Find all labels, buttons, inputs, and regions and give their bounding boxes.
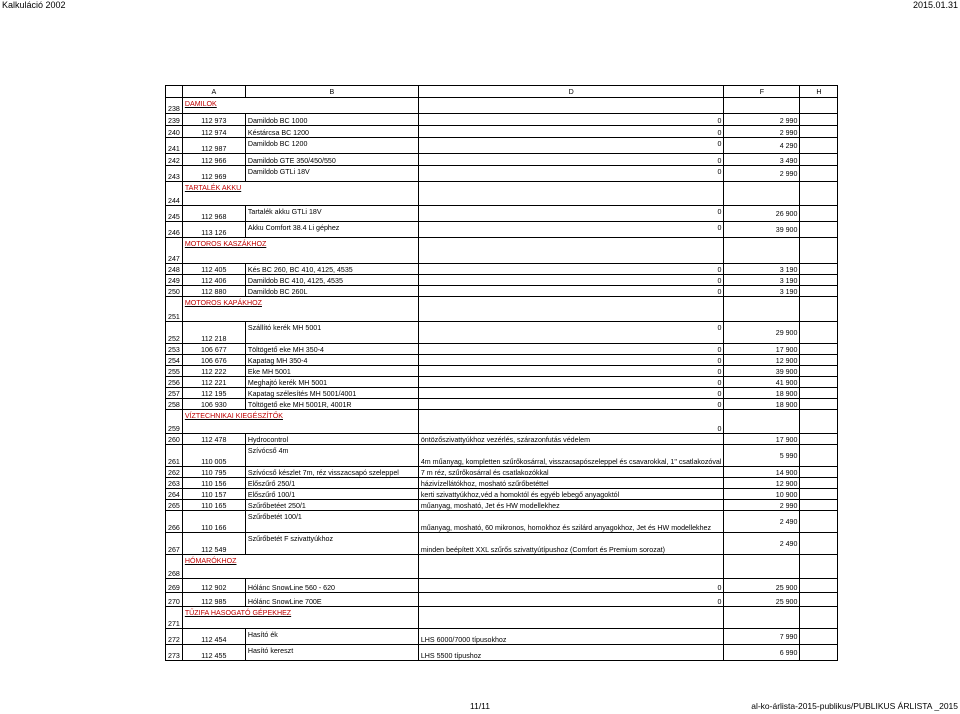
row-number: 243 [166, 166, 183, 182]
cell-h [800, 355, 838, 366]
product-name: Előszűrő 250/1 [245, 478, 418, 489]
product-name: Meghajtó kerék MH 5001 [245, 377, 418, 388]
product-name: Hasító kereszt [245, 645, 418, 661]
product-name: Hólánc SnowLine 560 - 620 [245, 579, 418, 593]
product-name: Akku Comfort 38.4 Li géphez [245, 222, 418, 238]
table-row [166, 322, 838, 344]
cell-h [800, 126, 838, 138]
product-note: 0 [418, 399, 724, 410]
price: 12 900 [724, 478, 800, 489]
product-code: 112 549 [182, 533, 245, 555]
file-path: al-ko-árlista-2015-publikus/PUBLIKUS ÁRLISTA _2015 [751, 701, 958, 711]
section-row [166, 297, 838, 322]
cell-f [724, 607, 800, 629]
row-number: 267 [166, 533, 183, 555]
cell-f [724, 98, 800, 114]
column-header-row [166, 86, 838, 98]
product-name: Szívócső készlet 7m, réz visszacsapó szeleppel [245, 467, 418, 478]
product-note: 0 [418, 166, 724, 182]
section-title: DAMILOK [182, 98, 418, 114]
cell-h [800, 607, 838, 629]
column-header-b: B [245, 86, 418, 98]
product-name: Szállító kerék MH 5001 [245, 322, 418, 344]
document-header-right: 2015.01.31 [912, 0, 958, 10]
product-note: 0 [418, 126, 724, 138]
cell-h [800, 489, 838, 500]
product-name: Kés BC 260, BC 410, 4125, 4535 [245, 264, 418, 275]
price: 6 990 [724, 645, 800, 661]
cell-h [800, 579, 838, 593]
row-number: 257 [166, 388, 183, 399]
product-code: 106 930 [182, 399, 245, 410]
product-code: 112 222 [182, 366, 245, 377]
product-code: 112 195 [182, 388, 245, 399]
product-note: 0 [418, 355, 724, 366]
cell-h [800, 275, 838, 286]
product-name: Szűrőbetéet 250/1 [245, 500, 418, 511]
row-number: 250 [166, 286, 183, 297]
product-note: 0 [418, 366, 724, 377]
cell-h [800, 445, 838, 467]
table-row [166, 138, 838, 154]
product-code: 112 973 [182, 114, 245, 126]
row-number: 268 [166, 555, 183, 579]
price: 39 900 [724, 366, 800, 377]
cell-h [800, 182, 838, 206]
product-code: 112 968 [182, 206, 245, 222]
row-number: 247 [166, 238, 183, 264]
table-row [166, 645, 838, 661]
table-row [166, 264, 838, 275]
cell-h [800, 467, 838, 478]
cell-h [800, 366, 838, 377]
table-row [166, 533, 838, 555]
row-number: 258 [166, 399, 183, 410]
product-name: Damildob BC 1200 [245, 138, 418, 154]
product-name: Szűrőbetét 100/1 [245, 511, 418, 533]
row-number: 245 [166, 206, 183, 222]
page-number: 11/11 [470, 701, 491, 711]
product-note: 0 [418, 322, 724, 344]
price: 18 900 [724, 388, 800, 399]
product-note: öntözőszivattyúkhoz vezérlés, szárazonfutás védelem [418, 434, 724, 445]
cell-h [800, 377, 838, 388]
cell-f [724, 410, 800, 434]
cell-d [418, 555, 724, 579]
table-row [166, 434, 838, 445]
cell-h [800, 154, 838, 166]
product-note: 0 [418, 275, 724, 286]
cell-h [800, 399, 838, 410]
table-row [166, 377, 838, 388]
product-name: Eke MH 5001 [245, 366, 418, 377]
product-name: Szűrőbetét F szivattyúkhoz [245, 533, 418, 555]
price: 3 190 [724, 264, 800, 275]
price: 3 490 [724, 154, 800, 166]
cell-h [800, 533, 838, 555]
product-code: 112 218 [182, 322, 245, 344]
row-number: 263 [166, 478, 183, 489]
product-note: 0 [418, 377, 724, 388]
product-name: Töltögető eke MH 5001R, 4001R [245, 399, 418, 410]
row-number: 240 [166, 126, 183, 138]
price: 3 190 [724, 275, 800, 286]
price: 10 900 [724, 489, 800, 500]
product-note: 0 [418, 286, 724, 297]
product-note: 4m műanyag, kompletten szűrőkosárral, visszacsapószeleppel és csavarokkal, 1" csatlakozóval [418, 445, 724, 467]
price: 17 900 [724, 434, 800, 445]
section-title: TARTALÉK AKKU [182, 182, 418, 206]
price: 7 990 [724, 629, 800, 645]
product-note: 0 [418, 344, 724, 355]
product-name: Töltögető eke MH 350-4 [245, 344, 418, 355]
row-number: 246 [166, 222, 183, 238]
table-row [166, 489, 838, 500]
product-name: Előszűrő 100/1 [245, 489, 418, 500]
column-header-d: D [418, 86, 724, 98]
cell-d [418, 607, 724, 629]
row-number: 271 [166, 607, 183, 629]
section-row [166, 98, 838, 114]
product-code: 112 454 [182, 629, 245, 645]
product-note: házivízellátókhoz, mosható szűrőbetéttel [418, 478, 724, 489]
cell-f [724, 238, 800, 264]
cell-h [800, 286, 838, 297]
product-note: 0 [418, 114, 724, 126]
cell-d [418, 238, 724, 264]
table-row [166, 579, 838, 593]
section-title: MOTOROS KAPÁKHOZ [182, 297, 418, 322]
cell-h [800, 222, 838, 238]
price: 3 190 [724, 286, 800, 297]
row-number: 264 [166, 489, 183, 500]
product-code: 106 676 [182, 355, 245, 366]
price: 26 900 [724, 206, 800, 222]
row-number: 248 [166, 264, 183, 275]
row-number: 266 [166, 511, 183, 533]
product-note: kerti szivattyúkhoz,véd a homoktól és egyéb lebegő anyagoktól [418, 489, 724, 500]
cell-d [418, 98, 724, 114]
product-note: műanyag, mosható, 60 mikronos, homokhoz és szilárd anyagokhoz, Jet és HW modellekhez [418, 511, 724, 533]
column-header-a: A [182, 86, 245, 98]
table-row [166, 344, 838, 355]
price: 12 900 [724, 355, 800, 366]
product-code: 112 455 [182, 645, 245, 661]
product-code: 110 157 [182, 489, 245, 500]
row-number: 269 [166, 579, 183, 593]
row-number: 255 [166, 366, 183, 377]
table-row [166, 166, 838, 182]
product-name: Hydrocontrol [245, 434, 418, 445]
cell-h [800, 478, 838, 489]
row-number: 254 [166, 355, 183, 366]
cell-h [800, 434, 838, 445]
product-code: 110 156 [182, 478, 245, 489]
cell-h [800, 206, 838, 222]
price: 25 900 [724, 593, 800, 607]
price: 4 290 [724, 138, 800, 154]
product-code: 113 126 [182, 222, 245, 238]
cell-h [800, 344, 838, 355]
product-code: 106 677 [182, 344, 245, 355]
product-code: 110 165 [182, 500, 245, 511]
product-note: műanyag, mosható, Jet és HW modellekhez [418, 500, 724, 511]
cell-h [800, 593, 838, 607]
price: 39 900 [724, 222, 800, 238]
table-row [166, 511, 838, 533]
product-note: minden beépített XXL szűrős szivattyútípushoz (Comfort és Premium sorozat) [418, 533, 724, 555]
price: 14 900 [724, 467, 800, 478]
cell-d: 0 [418, 410, 724, 434]
product-name: Hólánc SnowLine 700E [245, 593, 418, 607]
row-number: 262 [166, 467, 183, 478]
price: 41 900 [724, 377, 800, 388]
product-note: 0 [418, 264, 724, 275]
row-number: 270 [166, 593, 183, 607]
product-note: 0 [418, 388, 724, 399]
cell-h [800, 238, 838, 264]
cell-h [800, 629, 838, 645]
cell-h [800, 511, 838, 533]
product-code: 112 966 [182, 154, 245, 166]
row-number: 249 [166, 275, 183, 286]
row-number: 260 [166, 434, 183, 445]
product-name: Damildob GTLi 18V [245, 166, 418, 182]
product-note: 0 [418, 222, 724, 238]
row-number: 242 [166, 154, 183, 166]
cell-h [800, 138, 838, 154]
price: 2 490 [724, 533, 800, 555]
product-code: 112 987 [182, 138, 245, 154]
document-header-left: Kalkuláció 2002 [2, 0, 66, 10]
table-row [166, 629, 838, 645]
product-code: 112 221 [182, 377, 245, 388]
row-number: 238 [166, 98, 183, 114]
price: 29 900 [724, 322, 800, 344]
product-name: Szívócső 4m [245, 445, 418, 467]
product-code: 112 405 [182, 264, 245, 275]
table-row [166, 445, 838, 467]
product-name: Késtárcsa BC 1200 [245, 126, 418, 138]
product-note: LHS 6000/7000 típusokhoz [418, 629, 724, 645]
row-number: 253 [166, 344, 183, 355]
section-row [166, 238, 838, 264]
product-note: LHS 5500 típushoz [418, 645, 724, 661]
product-note: 0 [418, 593, 724, 607]
price: 5 990 [724, 445, 800, 467]
section-row [166, 607, 838, 629]
product-code: 110 795 [182, 467, 245, 478]
product-name: Kapatag szélesítés MH 5001/4001 [245, 388, 418, 399]
table-row [166, 154, 838, 166]
cell-d [418, 182, 724, 206]
table-row [166, 114, 838, 126]
table-row [166, 467, 838, 478]
price-list-table [165, 85, 838, 661]
row-number: 239 [166, 114, 183, 126]
price: 2 990 [724, 500, 800, 511]
table-row [166, 399, 838, 410]
table-row [166, 355, 838, 366]
product-note: 0 [418, 138, 724, 154]
cell-h [800, 98, 838, 114]
product-name: Hasító ék [245, 629, 418, 645]
product-code: 112 974 [182, 126, 245, 138]
cell-h [800, 645, 838, 661]
column-header-f: F [724, 86, 800, 98]
price: 17 900 [724, 344, 800, 355]
table-row [166, 500, 838, 511]
price: 2 490 [724, 511, 800, 533]
product-code: 112 880 [182, 286, 245, 297]
table-row [166, 275, 838, 286]
cell-f [724, 182, 800, 206]
table-body [166, 98, 838, 661]
price: 25 900 [724, 579, 800, 593]
product-code: 112 478 [182, 434, 245, 445]
product-name: Damildob BC 410, 4125, 4535 [245, 275, 418, 286]
cell-h [800, 388, 838, 399]
cell-h [800, 264, 838, 275]
cell-h [800, 166, 838, 182]
row-number: 251 [166, 297, 183, 322]
product-code: 112 985 [182, 593, 245, 607]
table-row [166, 388, 838, 399]
cell-h [800, 555, 838, 579]
product-name: Damildob BC 1000 [245, 114, 418, 126]
product-code: 110 166 [182, 511, 245, 533]
section-title: MOTOROS KASZÁKHOZ [182, 238, 418, 264]
cell-h [800, 500, 838, 511]
column-header-h: H [800, 86, 838, 98]
product-code: 112 406 [182, 275, 245, 286]
product-name: Kapatag MH 350-4 [245, 355, 418, 366]
table-row [166, 478, 838, 489]
table-row [166, 366, 838, 377]
product-note: 7 m réz, szűrőkosárral és csatlakozókkal [418, 467, 724, 478]
product-note: 0 [418, 206, 724, 222]
cell-f [724, 555, 800, 579]
row-number: 273 [166, 645, 183, 661]
section-title: HÓMARÓKHOZ [182, 555, 418, 579]
cell-h [800, 410, 838, 434]
price: 2 990 [724, 126, 800, 138]
cell-h [800, 114, 838, 126]
table-row [166, 206, 838, 222]
section-title: VÍZTECHNIKAI KIEGÉSZÍTŐK [182, 410, 418, 434]
cell-h [800, 297, 838, 322]
product-name: Damildob GTE 350/450/550 [245, 154, 418, 166]
section-title: TŰZIFA HASOGATÓ GÉPEKHEZ [182, 607, 418, 629]
table-row [166, 222, 838, 238]
row-number: 256 [166, 377, 183, 388]
corner-cell [166, 86, 183, 98]
product-name: Damildob BC 260L [245, 286, 418, 297]
section-row [166, 182, 838, 206]
section-row [166, 410, 838, 434]
price: 2 990 [724, 114, 800, 126]
row-number: 265 [166, 500, 183, 511]
product-note: 0 [418, 154, 724, 166]
cell-f [724, 297, 800, 322]
row-number: 244 [166, 182, 183, 206]
section-row [166, 555, 838, 579]
product-code: 112 969 [182, 166, 245, 182]
price: 18 900 [724, 399, 800, 410]
row-number: 261 [166, 445, 183, 467]
product-code: 110 005 [182, 445, 245, 467]
cell-h [800, 322, 838, 344]
table-row [166, 286, 838, 297]
table-row [166, 593, 838, 607]
row-number: 252 [166, 322, 183, 344]
product-name: Tartalék akku GTLi 18V [245, 206, 418, 222]
table-row [166, 126, 838, 138]
product-note: 0 [418, 579, 724, 593]
product-code: 112 902 [182, 579, 245, 593]
cell-d [418, 297, 724, 322]
price: 2 990 [724, 166, 800, 182]
row-number: 241 [166, 138, 183, 154]
row-number: 272 [166, 629, 183, 645]
row-number: 259 [166, 410, 183, 434]
